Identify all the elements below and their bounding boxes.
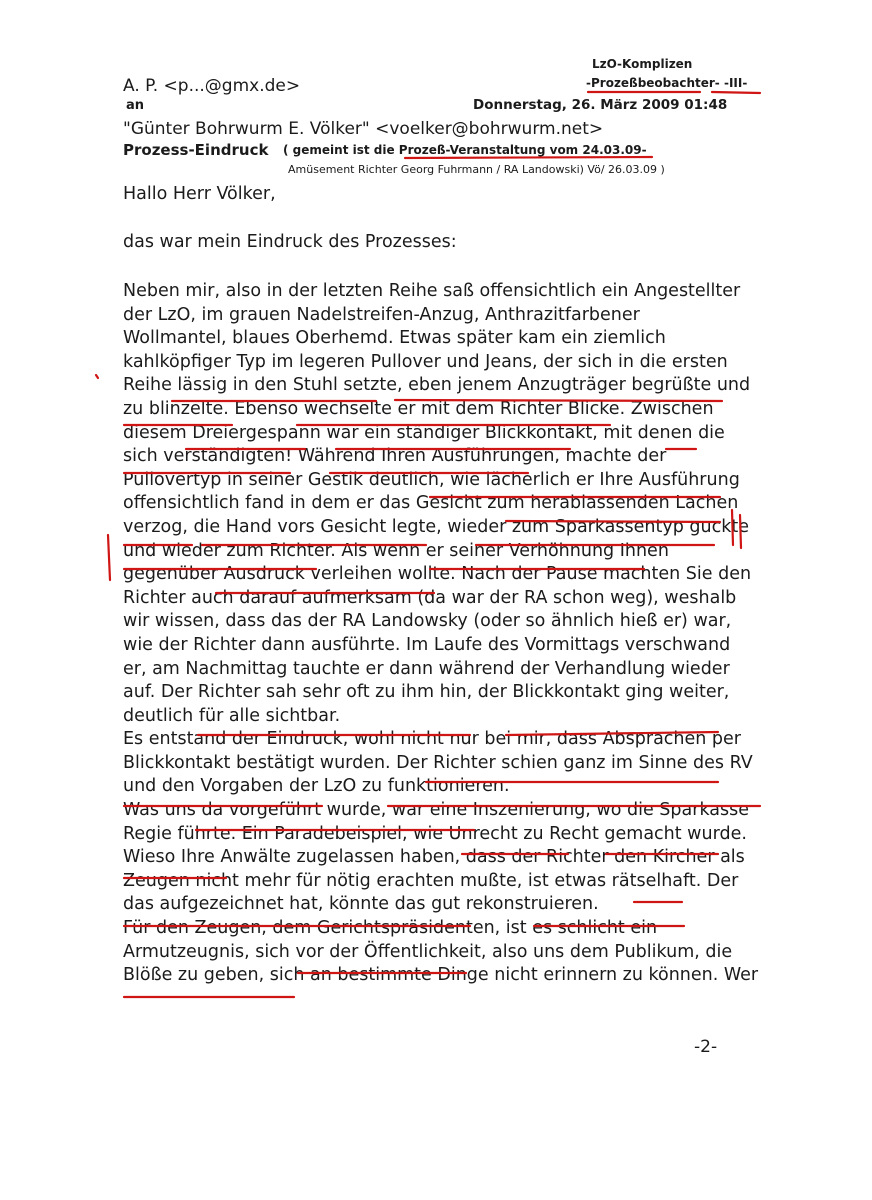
body-line: der LzO, im grauen Nadelstreifen-Anzug, Anthrazitfarbener [123,304,640,325]
underline-mark [405,157,652,158]
body-line: das aufgezeichnet hat, könnte das gut rekonstruieren. [123,894,599,915]
body-line: Was uns da vorgeführt wurde, war eine Inszenierung, wo die Sparkasse [123,800,749,821]
email-date: Donnerstag, 26. März 2009 01:48 [473,97,728,113]
body-line: Blöße zu geben, sich an bestimmte Dinge nicht erinnern zu können. Wer [123,965,759,986]
margin-mark [732,510,733,545]
body-line: offensichtlich fand in dem er das Gesicht zum herablassenden Lachen [123,493,739,514]
body-line: Wieso Ihre Anwälte zugelassen haben, dass der Richter den Kircher als [123,847,745,868]
underline-mark [395,400,722,401]
body-line: er, am Nachmittag tauchte er dann während der Verhandlung wieder [123,658,730,679]
margin-mark [740,515,741,548]
email-to: "Günter Bohrwurm E. Völker" <voelker@bohrwurm.net> [123,119,604,139]
body-line: Armutzeugnis, sich vor der Öffentlichkeit, also uns dem Publikum, die [123,941,733,962]
body-line: wir wissen, dass das der RA Landowsky (oder so ähnlich hieß er) war, [123,611,732,632]
body-line: und den Vorgaben der LzO zu funktionieren. [123,776,510,797]
body-line: Pullovertyp in seiner Gestik deutlich, wie lächerlich er Ihre Ausführung [123,469,740,490]
underline-mark [712,92,760,93]
body-line: Für den Zeugen, dem Gerichtspräsidenten, ist es schlicht ein [123,918,658,939]
body-line: und wieder zum Richter. Als wenn er seiner Verhöhnung Ihnen [123,540,669,561]
email-from: A. P. <p...@gmx.de> [123,76,301,96]
intro-line: das war mein Eindruck des Prozesses: [123,232,457,252]
page-number: -2- [694,1037,718,1057]
header-right-line1: LzO-Komplizen [592,57,693,71]
body-line: auf. Der Richter sah sehr oft zu ihm hin, der Blickkontakt ging weiter, [123,682,730,703]
body-line: Blickkontakt bestätigt wurden. Der Richter schien ganz im Sinne des RV [123,752,753,773]
body-line: diesem Dreiergespann war ein ständiger Blickkontakt, mit denen die [123,422,725,443]
body-line: sich verständigten! Während Ihren Ausführungen, machte der [123,446,667,467]
body-line: Wollmantel, blaues Oberhemd. Etwas später kam ein ziemlich [123,328,666,349]
body-line: deutlich für alle sichtbar. [123,705,341,726]
subject-note-line1: ( gemeint ist die Prozeß-Veranstaltung vom 24.03.09- [283,143,647,157]
body-line: wie der Richter dann ausführte. Im Laufe des Vormittags verschwand [123,634,731,655]
underline-mark [506,732,718,735]
body-line: kahlköpfiger Typ im legeren Pullover und Jeans, der sich in die ersten [123,351,728,372]
body-line: Richter auch darauf aufmerksam (da war der RA schon weg), weshalb [123,587,737,608]
email-an-label: an [126,98,145,113]
body-line: zu blinzelte. Ebenso wechselte er mit dem Richter Blicke. Zwischen [123,398,714,419]
email-subject: Prozess-Eindruck [123,141,269,159]
body-line: Regie führte. Ein Paradebeispiel, wie Unrecht zu Recht gemacht wurde. [123,823,747,844]
margin-mark [96,375,98,378]
body-line: gegenüber Ausdruck verleihen wollte. Nach der Pause machten Sie den [123,564,752,585]
body-line: Neben mir, also in der letzten Reihe saß offensichtlich ein Angestellter [123,281,741,301]
body-line: verzog, die Hand vors Gesicht legte, wieder zum Sparkassentyp guckte [123,516,749,537]
body-line: Reihe lässig in den Stuhl setzte, eben jenem Anzugträger begrüßte und [123,375,751,396]
greeting: Hallo Herr Völker, [123,184,276,204]
underline-mark [506,521,720,522]
subject-note-line2: Amüsement Richter Georg Fuhrmann / RA Landowski) Vö/ 26.03.09 ) [288,163,665,176]
body-line: Es entstand der Eindruck, wohl nicht nur bei mir, dass Absprachen per [123,729,741,750]
margin-mark [108,535,110,580]
header-right-line2: -Prozeßbeobachter- -III- [586,76,748,90]
body-line: Zeugen nicht mehr für nötig erachten mußte, ist etwas rätselhaft. Der [123,870,739,891]
